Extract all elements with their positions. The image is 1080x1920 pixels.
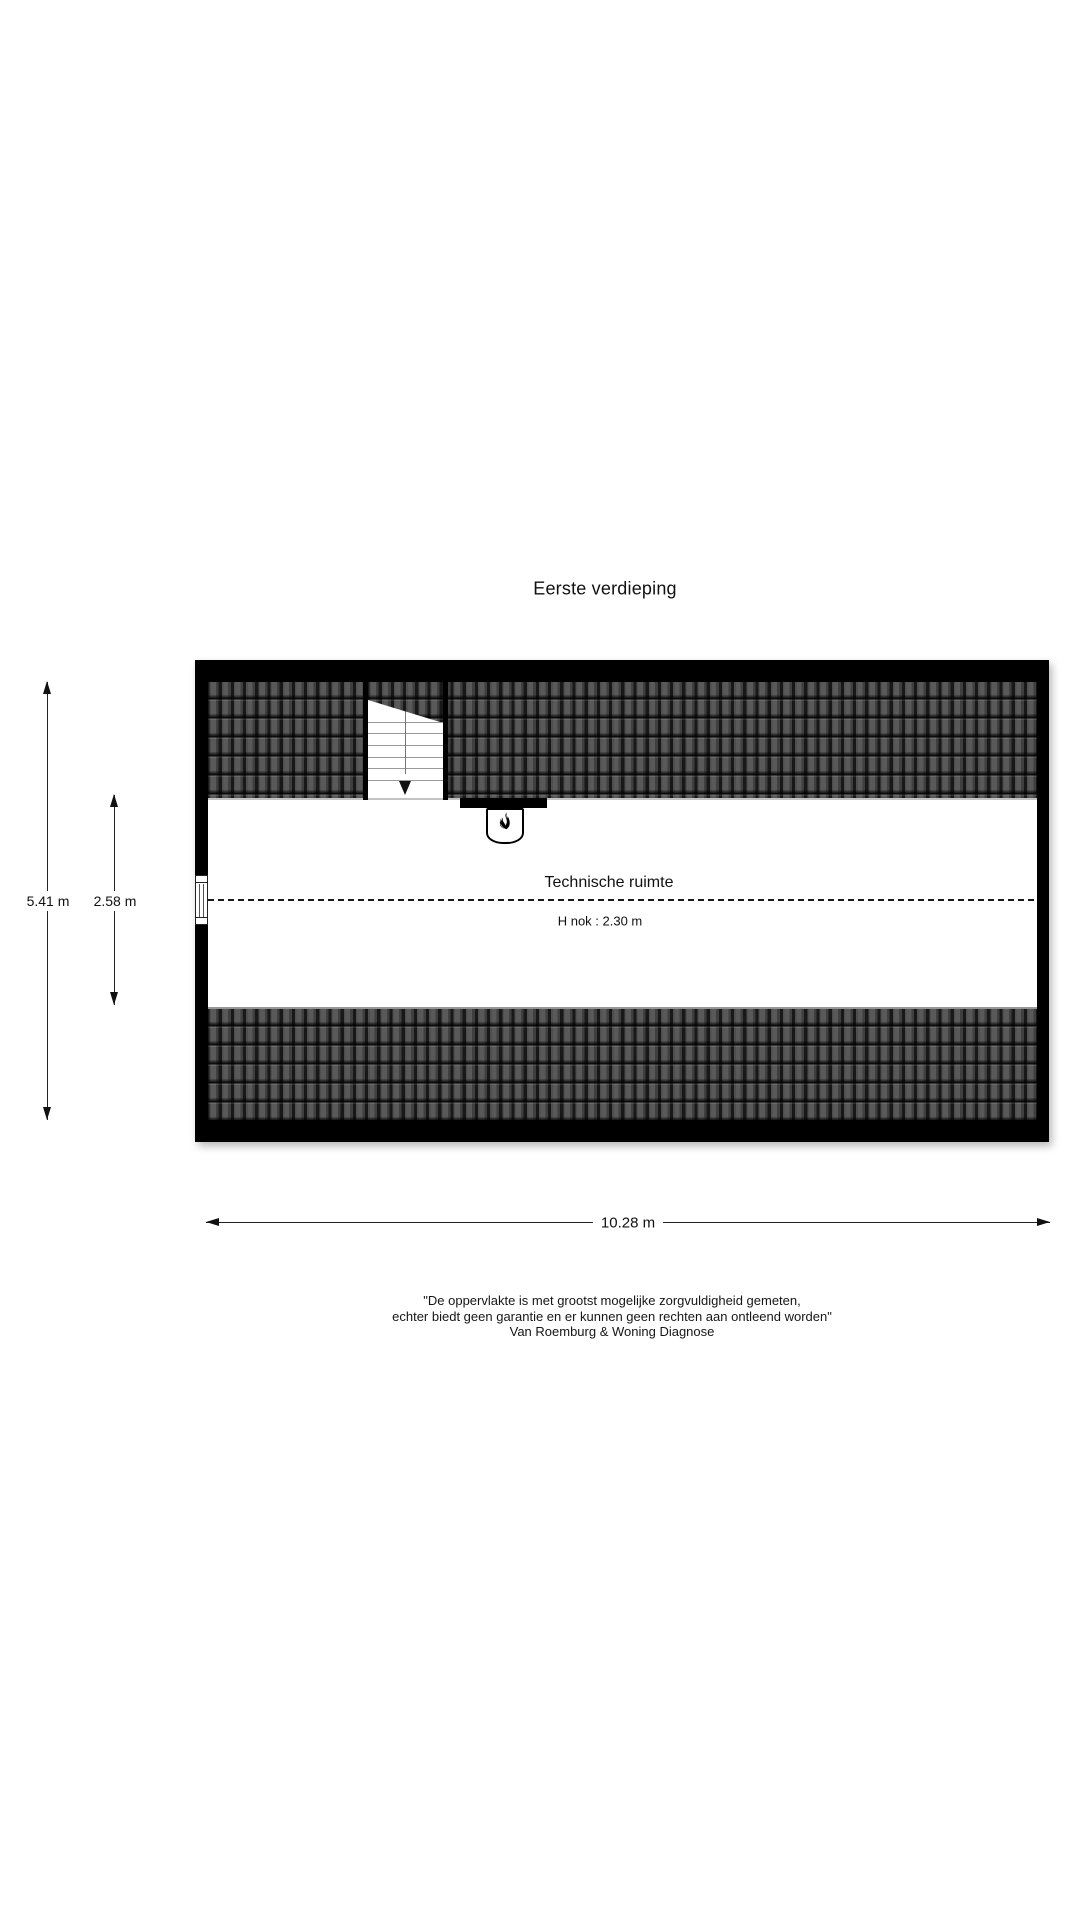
boiler xyxy=(486,808,524,844)
dim-total-height-label: 5.41 m xyxy=(23,891,74,911)
window-frame-line xyxy=(196,882,207,883)
ridge-dashed-line xyxy=(208,899,1037,901)
window-pane-line xyxy=(203,884,204,917)
arrowhead-up-icon xyxy=(43,681,51,694)
stair-run xyxy=(368,682,443,800)
floorplan-drawing xyxy=(195,660,1049,1142)
roof-slope-bottom xyxy=(208,1007,1037,1120)
disclaimer xyxy=(392,1293,832,1340)
arrowhead-down-icon xyxy=(43,1107,51,1120)
dim-width-label: 10.28 m xyxy=(593,1213,663,1234)
page-title: Eerste verdieping xyxy=(533,578,677,599)
arrowhead-right-icon xyxy=(1037,1218,1050,1226)
flame-icon xyxy=(495,811,515,835)
disclaimer-line: "De oppervlakte is met grootst mogelijke zorgvuldigheid gemeten, xyxy=(423,1293,801,1308)
flue-wall xyxy=(460,798,547,808)
stair-direction-line xyxy=(405,711,406,774)
roof-slope-top xyxy=(208,682,1037,800)
arrowhead-left-icon xyxy=(206,1218,219,1226)
disclaimer-line: Van Roemburg & Woning Diagnose xyxy=(509,1324,715,1339)
stair-treads xyxy=(368,682,443,798)
window-pane-line xyxy=(199,884,200,917)
stairwell xyxy=(363,682,448,800)
dim-inner-height-label: 2.58 m xyxy=(90,891,141,911)
window-frame-line xyxy=(196,917,207,918)
window-symbol xyxy=(195,875,208,925)
arrowhead-down-icon xyxy=(110,992,118,1005)
arrowhead-up-icon xyxy=(110,794,118,807)
ridge-height-label: H nok : 2.30 m xyxy=(557,913,643,929)
disclaimer-line: echter biedt geen garantie en er kunnen geen rechten aan ontleend worden" xyxy=(392,1308,832,1324)
stair-down-arrow-icon xyxy=(399,781,411,795)
floorplan-interior xyxy=(208,682,1037,1120)
room-label: Technische ruimte xyxy=(544,874,674,891)
